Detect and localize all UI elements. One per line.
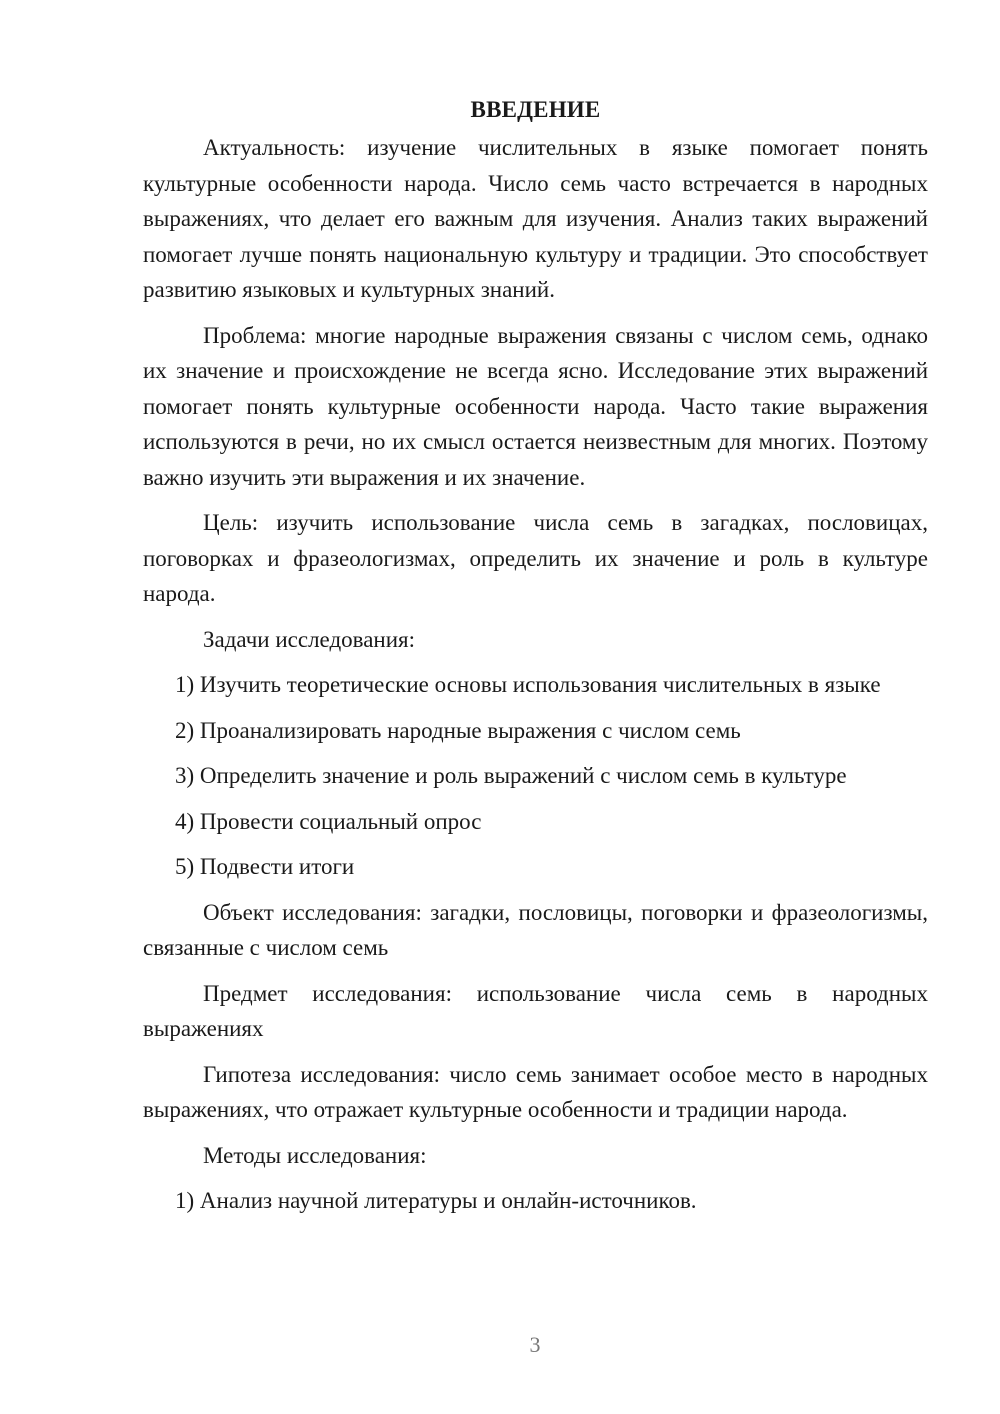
task-item: 2) Проанализировать народные выражения с числом семь bbox=[175, 717, 741, 743]
document-page bbox=[143, 90, 928, 1229]
problem-paragraph: Проблема: многие народные выражения связаны с числом семь, однако их значение и происхождение не всегда ясно. Исследование этих выражений помогает понять культурные особенности народа. Часто такие выражения используются в речи, но их смысл остается неизвестным для многих. Поэтому важно изучить эти выражения и их значение. bbox=[143, 322, 928, 490]
task-item: 5) Подвести итоги bbox=[175, 854, 355, 879]
subject-paragraph: Предмет исследования: использование числа семь в народных выражениях bbox=[143, 980, 928, 1041]
task-item: 1) Изучить теоретические основы использования числительных в языке bbox=[175, 672, 881, 697]
hypothesis-paragraph: Гипотеза исследования: число семь занимает особое место в народных выражениях, что отражает культурные особенности и традиции народа. bbox=[143, 1061, 928, 1122]
task-item: 4) Провести социальный опрос bbox=[175, 808, 482, 834]
section-title: ВВЕДЕНИЕ bbox=[470, 97, 601, 122]
method-item: 1) Анализ научной литературы и онлайн-источников. bbox=[175, 1188, 697, 1213]
relevance-paragraph: Актуальность: изучение числительных в языке помогает понять культурные особенности народа. Число семь часто встречается в народных выражениях, что делает его важным для изучения. Анализ таких выражений помогает лучше понять национальную культуру и традиции. Это способствует развитию языковых и культурных знаний. bbox=[143, 135, 928, 302]
goal-paragraph: Цель: изучить использование числа семь в загадках, пословицах, поговорках и фразеологизмах, определить их значение и роль в культуре народа. bbox=[143, 510, 928, 606]
task-item: 3) Определить значение и роль выражений с числом семь в культуре bbox=[175, 763, 847, 788]
page-number: 3 bbox=[529, 1332, 541, 1357]
tasks-heading: Задачи исследования: bbox=[203, 626, 416, 652]
object-paragraph: Объект исследования: загадки, пословицы, поговорки и фразеологизмы, связанные с числом семь bbox=[143, 899, 928, 960]
methods-heading: Методы исследования: bbox=[203, 1142, 427, 1168]
